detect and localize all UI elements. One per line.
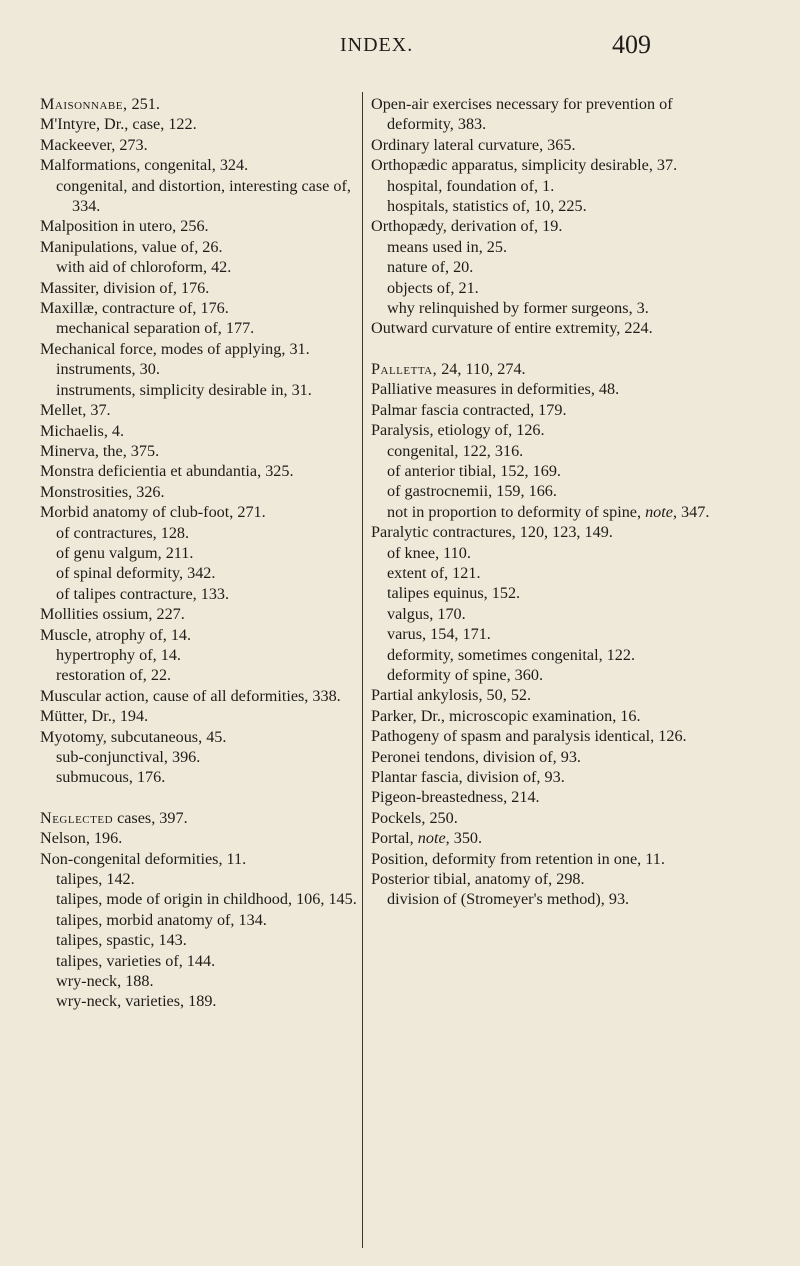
entry-text: of anterior tibial, 152, 169.	[387, 461, 561, 480]
index-entry	[40, 339, 358, 359]
index-entry	[40, 604, 358, 624]
entry-text: Orthopædic apparatus, simplicity desirable, 37.	[371, 156, 678, 175]
index-entry	[40, 216, 358, 236]
index-entry	[371, 135, 713, 155]
index-subentry	[371, 461, 713, 481]
index-subentry	[40, 359, 358, 379]
index-subentry	[371, 543, 713, 563]
index-entry	[371, 379, 713, 399]
entry-text: wry-neck, varieties, 189.	[56, 992, 217, 1011]
entry-text: hospitals, statistics of, 10, 225.	[387, 197, 587, 216]
entry-text: Parker, Dr., microscopic examination, 16.	[371, 706, 641, 725]
entry-text: Muscular action, cause of all deformities, 338.	[40, 686, 341, 705]
index-subentry	[40, 176, 358, 217]
index-entry	[40, 155, 358, 175]
index-entry	[371, 849, 713, 869]
entry-text: Partial ankylosis, 50, 52.	[371, 686, 532, 705]
index-entry	[40, 94, 358, 114]
index-entry	[40, 849, 358, 869]
index-subentry	[371, 889, 713, 909]
entry-text: of spinal deformity, 342.	[56, 564, 216, 583]
letter-section-gap	[40, 788, 358, 808]
entry-text: talipes, varieties of, 144.	[56, 951, 216, 970]
entry-text: Massiter, division of, 176.	[40, 278, 210, 297]
entry-text: Open-air exercises necessary for prevention of deformity, 383.	[371, 95, 673, 134]
index-subentry	[40, 910, 358, 930]
index-entry	[40, 625, 358, 645]
entry-text: Palmar fascia contracted, 179.	[371, 400, 567, 419]
index-subentry	[371, 176, 713, 196]
entry-text: valgus, 170.	[387, 604, 466, 623]
entry-text: why relinquished by former surgeons, 3.	[387, 299, 649, 318]
index-subentry	[371, 604, 713, 624]
entry-text: Minerva, the, 375.	[40, 441, 160, 460]
index-subentry	[40, 930, 358, 950]
index-entry	[371, 420, 713, 440]
entry-text: Mellet, 37.	[40, 401, 111, 420]
entry-text: Mackeever, 273.	[40, 135, 148, 154]
entry-text: talipes, morbid anatomy of, 134.	[56, 910, 267, 929]
index-subentry	[40, 318, 358, 338]
entry-text: Pathogeny of spasm and paralysis identical, 126.	[371, 727, 687, 746]
entry-text: varus, 154, 171.	[387, 625, 491, 644]
entry-text: Paralysis, etiology of, 126.	[371, 421, 545, 440]
entry-text: of contractures, 128.	[56, 523, 190, 542]
index-entry	[40, 686, 358, 706]
index-entry	[40, 727, 358, 747]
page-header	[0, 26, 800, 66]
entry-text: division of (Stromeyer's method), 93.	[387, 890, 630, 909]
entry-text: restoration of, 22.	[56, 666, 172, 685]
index-subentry	[371, 502, 713, 522]
index-entry	[371, 706, 713, 726]
entry-text: Pigeon-breastedness, 214.	[371, 788, 540, 807]
index-subentry	[40, 584, 358, 604]
index-subentry	[40, 523, 358, 543]
entry-text: submucous, 176.	[56, 768, 166, 787]
index-entry	[371, 685, 713, 705]
entry-text: sub-conjunctival, 396.	[56, 748, 201, 766]
index-entry	[371, 400, 713, 420]
index-entry	[371, 869, 713, 889]
entry-text: cases, 397.	[113, 808, 188, 827]
entry-text: Position, deformity from retention in one, 11.	[371, 849, 665, 868]
entry-text: Ordinary lateral curvature, 365.	[371, 135, 576, 154]
entry-text: deformity, sometimes congenital, 122.	[387, 645, 636, 664]
entry-text: Mechanical force, modes of applying, 31.	[40, 339, 310, 358]
index-subentry	[40, 951, 358, 971]
index-subentry	[371, 441, 713, 461]
page-number: 409	[612, 30, 651, 59]
index-entry	[371, 94, 713, 135]
index-entry	[371, 808, 713, 828]
entry-text: Maxillæ, contracture of, 176.	[40, 299, 229, 318]
column-divider	[362, 92, 363, 1248]
index-subentry	[40, 971, 358, 991]
entry-text: Peronei tendons, division of, 93.	[371, 747, 581, 766]
entry-text: talipes, mode of origin in childhood, 106, 145.	[56, 890, 357, 909]
entry-text: Muscle, atrophy of, 14.	[40, 625, 192, 644]
index-entry	[40, 114, 358, 134]
entry-text: Pockels, 250.	[371, 808, 458, 827]
index-entry	[40, 808, 358, 828]
entry-text: of gastrocnemii, 159, 166.	[387, 482, 557, 501]
entry-text: Malformations, congenital, 324.	[40, 156, 249, 175]
index-entry	[40, 278, 358, 298]
index-entry	[40, 237, 358, 257]
index-subentry	[40, 543, 358, 563]
index-entry	[40, 298, 358, 318]
index-entry	[40, 461, 358, 481]
index-subentry	[40, 869, 358, 889]
entry-text: Palliative measures in deformities, 48.	[371, 380, 620, 399]
entry-text: deformity of spine, 360.	[387, 665, 544, 684]
index-column-left	[40, 94, 358, 1012]
entry-text: Portal,	[371, 829, 414, 848]
index-subentry	[371, 257, 713, 277]
index-subentry	[371, 196, 713, 216]
entry-text: Monstra deficientia et abundantia, 325.	[40, 462, 294, 481]
index-entry	[371, 828, 713, 848]
entry-text: congenital, and distortion, interesting case of, 334.	[56, 176, 351, 216]
entry-text: Posterior tibial, anatomy of, 298.	[371, 870, 585, 889]
index-subentry	[40, 767, 358, 787]
index-subentry	[40, 747, 358, 767]
note-marker: note	[645, 502, 673, 521]
section-lead-word: Palletta,	[371, 359, 438, 378]
index-entry	[40, 421, 358, 441]
entry-text: not in proportion to deformity of spine,	[387, 502, 642, 521]
index-entry	[40, 706, 358, 726]
entry-text: Paralytic contractures, 120, 123, 149.	[371, 523, 613, 542]
entry-text: Malposition in utero, 256.	[40, 217, 209, 236]
index-entry	[371, 216, 713, 236]
index-entry	[371, 767, 713, 787]
entry-text: hospital, foundation of, 1.	[387, 176, 555, 195]
index-subentry	[40, 991, 358, 1011]
index-subentry	[40, 563, 358, 583]
entry-text: with aid of chloroform, 42.	[56, 258, 232, 277]
index-subentry	[40, 645, 358, 665]
entry-pages: , 347.	[672, 502, 710, 521]
note-marker: note	[417, 829, 446, 848]
entry-text: mechanical separation of, 177.	[56, 319, 255, 338]
entry-text: Nelson, 196.	[40, 829, 123, 848]
section-lead-word: Neglected	[40, 808, 114, 827]
entry-text: Michaelis, 4.	[40, 421, 125, 440]
letter-section-gap	[371, 339, 713, 359]
index-subentry	[40, 665, 358, 685]
entry-text: Plantar fascia, division of, 93.	[371, 768, 565, 786]
entry-text: objects of, 21.	[387, 278, 479, 297]
entry-text: of genu valgum, 211.	[56, 543, 194, 562]
index-entry	[40, 828, 358, 848]
index-subentry	[371, 583, 713, 603]
entry-text: 24, 110, 274.	[437, 359, 526, 378]
index-entry	[40, 400, 358, 420]
section-lead-word: Maisonnabe,	[40, 95, 128, 113]
entry-text: talipes, 142.	[56, 870, 135, 889]
entry-text: Mütter, Dr., 194.	[40, 707, 149, 726]
entry-text: Outward curvature of entire extremity, 224.	[371, 319, 653, 338]
index-entry	[371, 787, 713, 807]
index-entry	[40, 135, 358, 155]
index-entry	[371, 726, 713, 746]
entry-text: talipes equinus, 152.	[387, 584, 521, 603]
entry-text: hypertrophy of, 14.	[56, 645, 181, 664]
entry-text: Myotomy, subcutaneous, 45.	[40, 727, 227, 746]
index-entry	[371, 522, 713, 542]
index-subentry	[371, 645, 713, 665]
index-subentry	[371, 278, 713, 298]
index-entry	[40, 441, 358, 461]
entry-text: Monstrosities, 326.	[40, 482, 165, 501]
index-entry	[371, 318, 713, 338]
entry-text: Manipulations, value of, 26.	[40, 237, 223, 256]
entry-text: Orthopædy, derivation of, 19.	[371, 217, 563, 236]
index-column-right	[371, 94, 713, 910]
index-subentry	[371, 237, 713, 257]
index-subentry	[40, 380, 358, 400]
index-subentry	[371, 298, 713, 318]
entry-text: of talipes contracture, 133.	[56, 584, 230, 603]
index-entry	[40, 482, 358, 502]
entry-text: extent of, 121.	[387, 563, 481, 582]
index-subentry	[371, 563, 713, 583]
index-subentry	[371, 665, 713, 685]
entry-text: Morbid anatomy of club-foot, 271.	[40, 503, 266, 522]
running-head: INDEX.	[340, 34, 414, 56]
entry-text: of knee, 110.	[387, 543, 471, 562]
index-subentry	[371, 481, 713, 501]
entry-text: Mollities ossium, 227.	[40, 605, 185, 624]
index-entry	[371, 747, 713, 767]
index-subentry	[40, 257, 358, 277]
index-entry	[371, 155, 713, 175]
index-subentry	[40, 889, 358, 909]
entry-text: 251.	[127, 95, 160, 113]
entry-text: congenital, 122, 316.	[387, 441, 524, 460]
entry-text: M'Intyre, Dr., case, 122.	[40, 115, 197, 134]
entry-text: nature of, 20.	[387, 258, 474, 277]
index-entry	[371, 359, 713, 379]
index-subentry	[371, 624, 713, 644]
index-entry	[40, 502, 358, 522]
entry-pages: , 350.	[445, 829, 483, 848]
entry-text: instruments, simplicity desirable in, 31.	[56, 380, 312, 399]
entry-text: wry-neck, 188.	[56, 972, 154, 991]
entry-text: instruments, 30.	[56, 360, 160, 379]
entry-text: means used in, 25.	[387, 237, 508, 256]
entry-text: talipes, spastic, 143.	[56, 931, 187, 950]
entry-text: Non-congenital deformities, 11.	[40, 849, 247, 868]
